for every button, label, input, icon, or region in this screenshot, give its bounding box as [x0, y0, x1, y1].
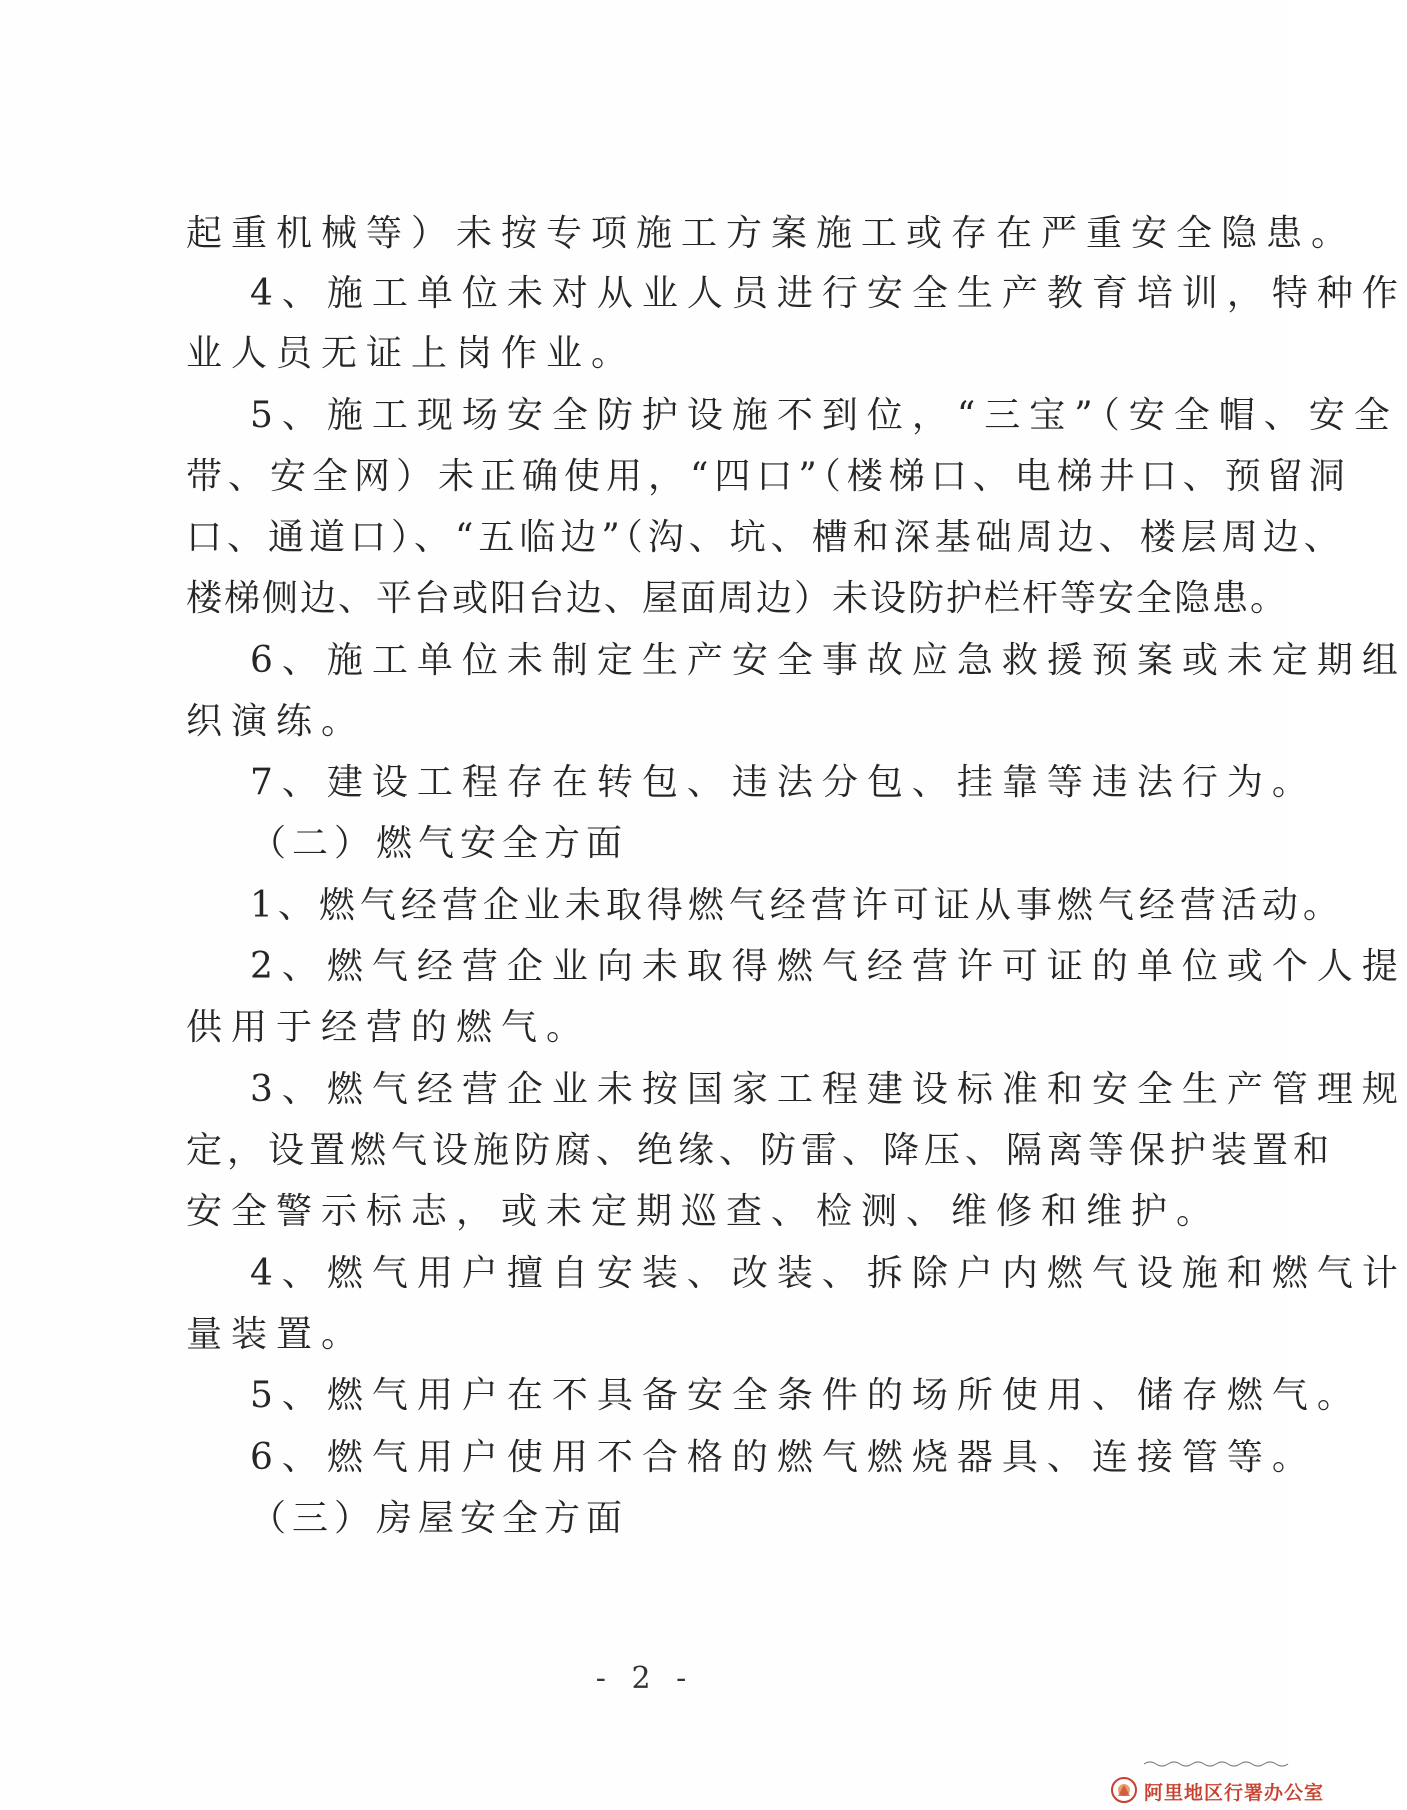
paragraph-line: 2、燃气经营企业向未取得燃气经营许可证的单位或个人提: [250, 946, 1407, 987]
section-heading: （三）房屋安全方面: [250, 1498, 629, 1539]
paragraph-line: 定，设置燃气设施防腐、绝缘、防雷、降压、隔离等保护装置和: [186, 1130, 1335, 1171]
paragraph-line: 3、燃气经营企业未按国家工程建设标准和安全生产管理规: [250, 1069, 1407, 1110]
paragraph-line: 7、建设工程存在转包、违法分包、挂靠等违法行为。: [250, 762, 1317, 803]
paragraph-line: 4、施工单位未对从业人员进行安全生产教育培训，特种作: [250, 273, 1407, 314]
paragraph-line: 安全警示标志，或未定期巡查、检测、维修和维护。: [186, 1191, 1222, 1232]
paragraph-line: 织演练。: [186, 701, 367, 742]
paragraph-line: 带、安全网）未正确使用，“四口”（楼梯口、电梯井口、预留洞: [186, 456, 1351, 497]
paragraph-line: 量装置。: [186, 1314, 367, 1355]
paragraph-line: 楼梯侧边、平台或阳台边、屋面周边）未设防护栏杆等安全隐患。: [186, 578, 1289, 619]
paragraph-line: 口、通道口）、“五临边”（沟、坑、槽和深基础周边、楼层周边、: [186, 517, 1345, 558]
paragraph-line: 5、施工现场安全防护设施不到位，“三宝”（安全帽、安全: [250, 395, 1399, 436]
paragraph-line: 供用于经营的燃气。: [186, 1007, 592, 1048]
page-number: - 2 -: [595, 1661, 695, 1696]
paragraph-line: 1、燃气经营企业未取得燃气经营许可证从事燃气经营活动。: [250, 885, 1344, 926]
section-heading: （二）燃气安全方面: [250, 823, 629, 864]
watermark-text: 阿里地区行署办公室: [1144, 1782, 1325, 1804]
emblem-icon: [1110, 1776, 1138, 1804]
paragraph-line: 6、施工单位未制定生产安全事故应急救援预案或未定期组: [250, 640, 1407, 681]
paragraph-line: 4、燃气用户擅自安装、改装、拆除户内燃气设施和燃气计: [250, 1253, 1407, 1294]
paragraph-line: 业人员无证上岗作业。: [186, 333, 637, 374]
office-watermark: [1104, 1754, 1325, 1810]
script-line-icon: [1144, 1760, 1288, 1768]
paragraph-line: 6、燃气用户使用不合格的燃气燃烧器具、连接管等。: [250, 1437, 1317, 1478]
paragraph-line: 起重机械等）未按专项施工方案施工或存在严重安全隐患。: [186, 213, 1357, 254]
paragraph-line: 5、燃气用户在不具备安全条件的场所使用、储存燃气。: [250, 1375, 1362, 1416]
